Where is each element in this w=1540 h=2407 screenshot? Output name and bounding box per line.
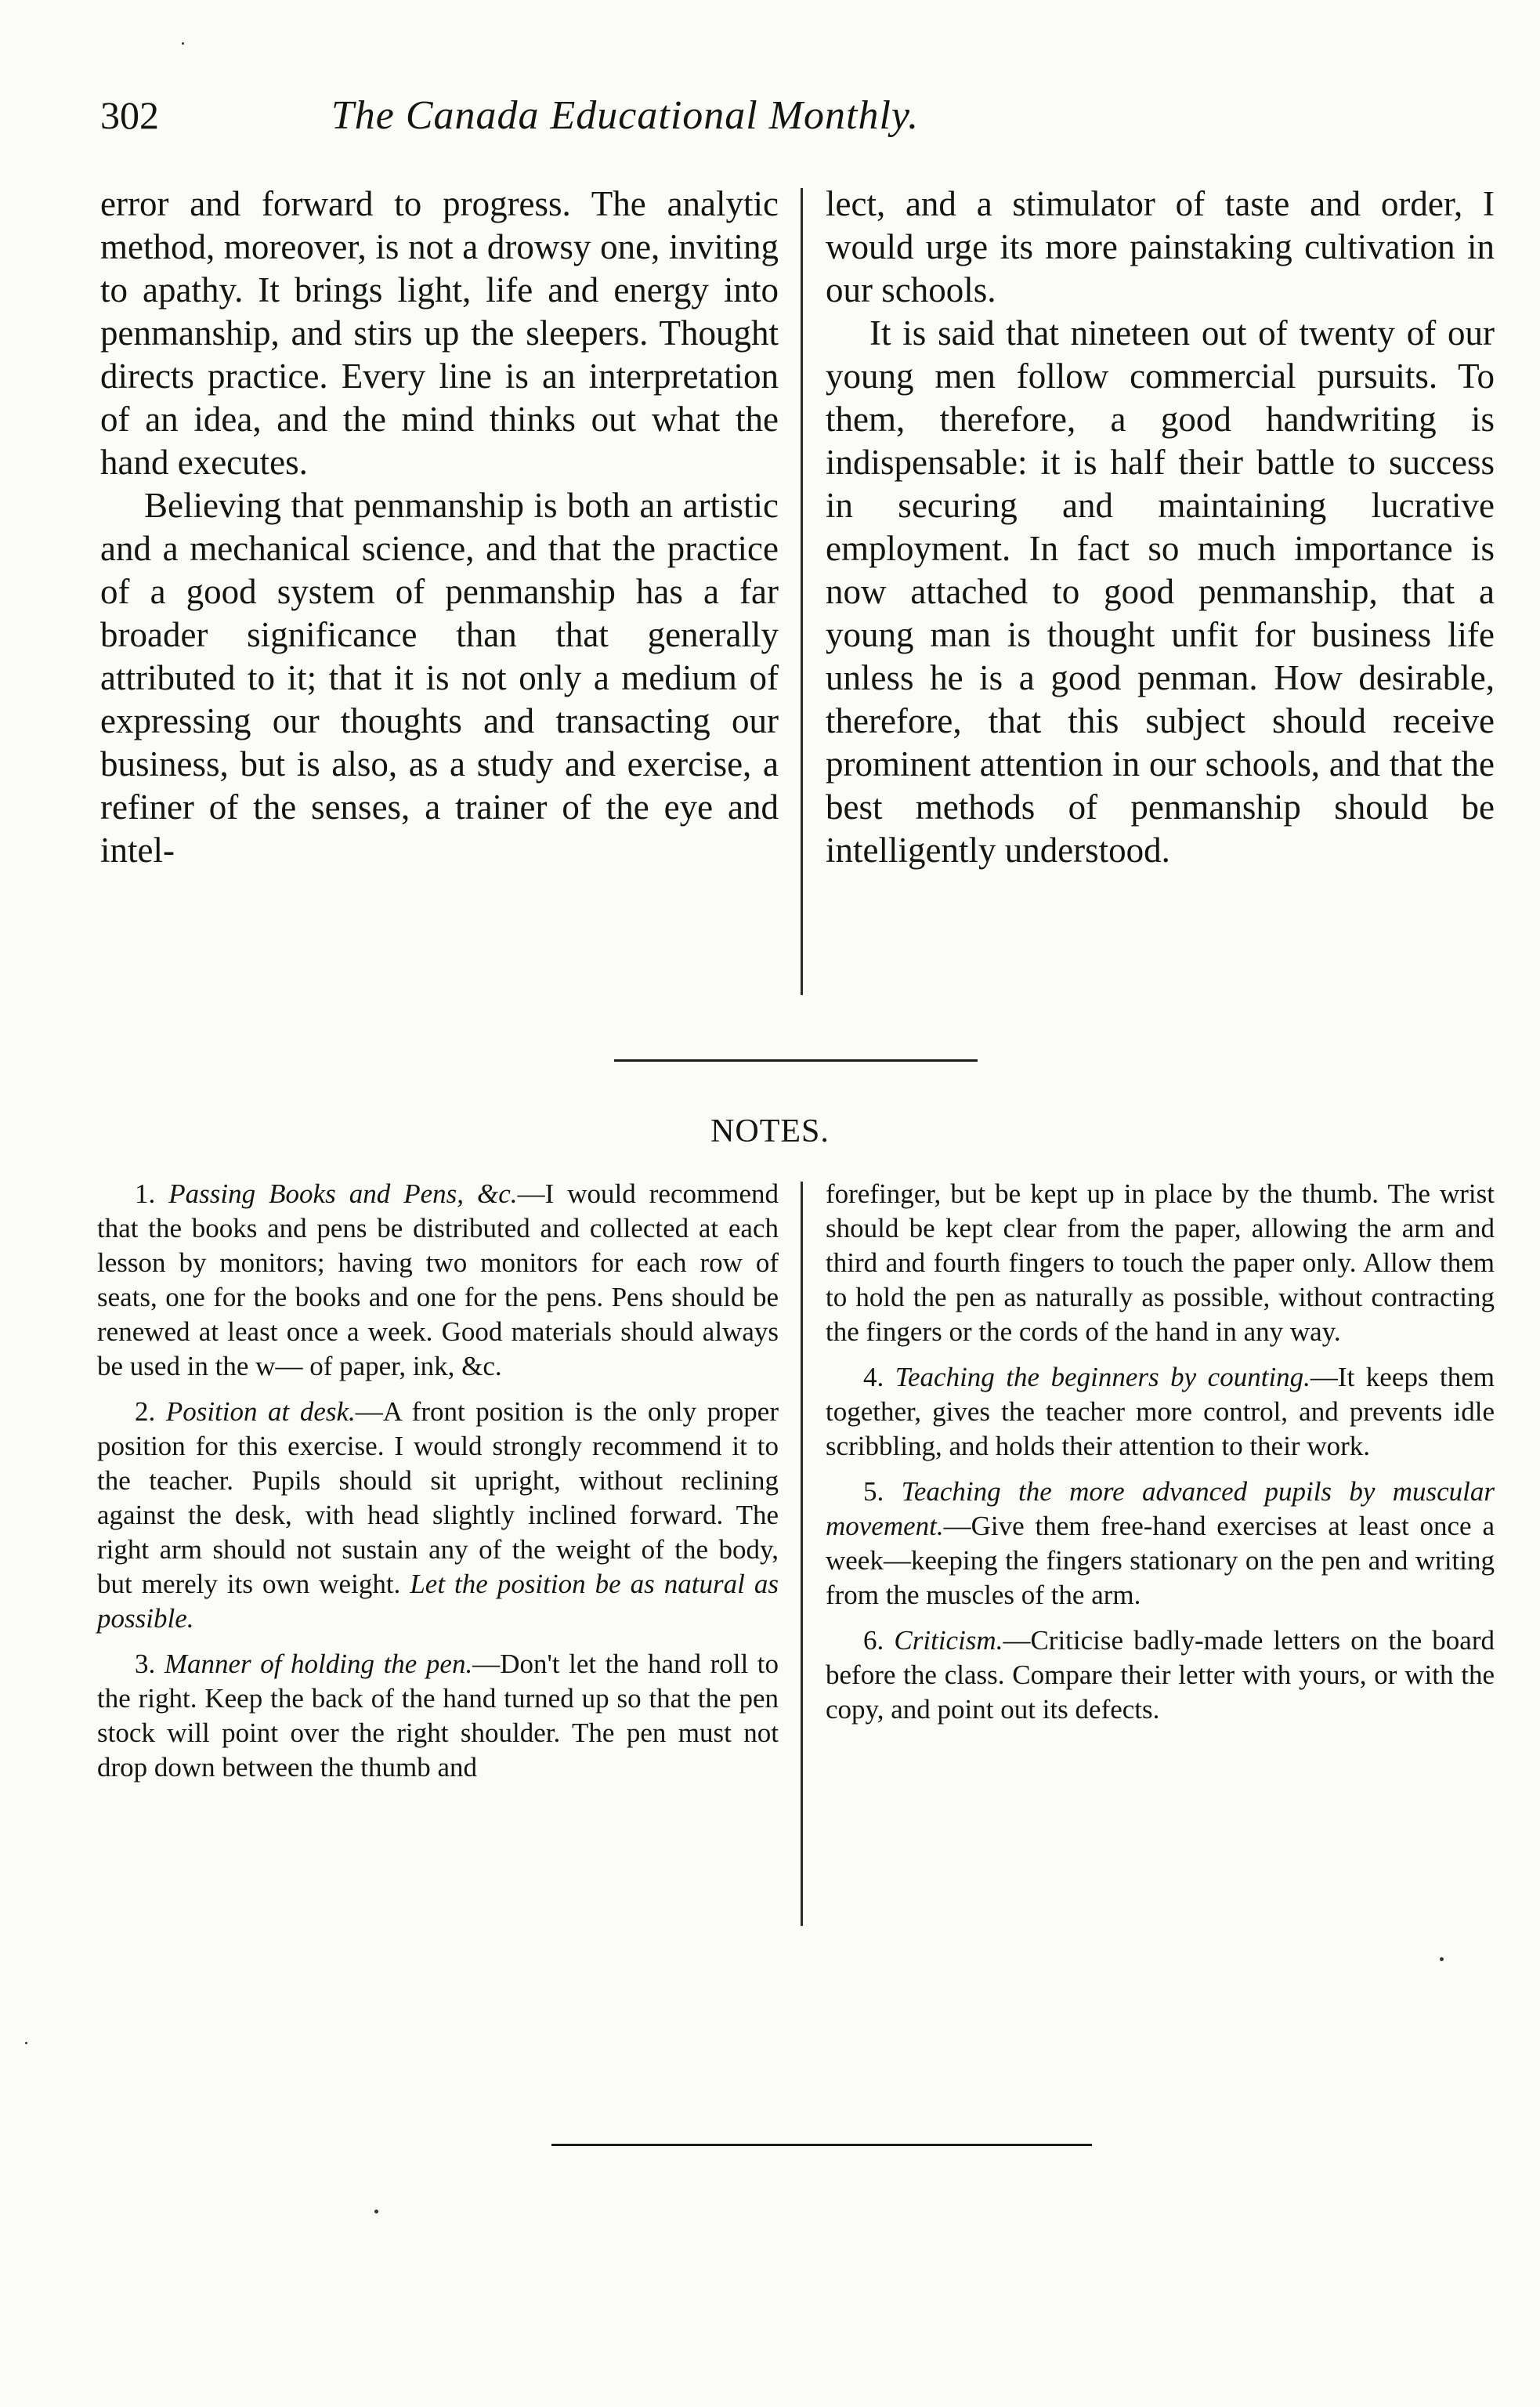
note-title: Passing Books and Pens, &c. [168, 1178, 518, 1209]
note-text: —I would recommend that the books and pens be distributed and collected at each lesson by monitors; having two monitors for each row of seats, one for the books and one for the pens. Pens should be renewed at least once a week. Good materials should always be used in the w— of paper, ink, &c. [97, 1178, 779, 1381]
article-paragraph: Believing that penmanship is both an artistic and a mechanical science, and that the practice of a good system of penmanship has a far broader significance than that generally attributed to it; that it is not only a medium of expressing our thoughts and transacting our business, but is also, as a study and exercise, a refiner of the senses, a trainer of the eye and intel- [100, 486, 779, 870]
note-text: —It keeps them together, gives the teacher more control, and prevents idle scribbling, and holds their attention to their work. [826, 1362, 1495, 1461]
scan-speck [374, 2210, 378, 2213]
column-divider [801, 188, 803, 995]
note-3 [97, 1647, 779, 1785]
article-paragraph: lect, and a stimulator of taste and order, I would urge its more painstaking cultivation in our schools. [826, 184, 1495, 309]
notes-heading: NOTES. [710, 1113, 830, 1149]
note-title: Criticism. [894, 1625, 1003, 1656]
article-column-left [100, 183, 779, 872]
note-title: Teaching the beginners by counting. [895, 1362, 1310, 1392]
note-title: Teaching the more advanced pupils by muscular movement. [826, 1476, 1495, 1541]
article-paragraph: error and forward to progress. The analytic method, moreover, is not a drowsy one, inviting to apathy. It brings light, life and energy into penmanship, and stirs up the sleepers. Thought directs practice. Every line is an interpretation of an idea, and the mind thinks out what the hand executes. [100, 184, 779, 482]
column-divider [801, 1182, 803, 1926]
article-column-right [826, 183, 1495, 872]
notes-column-right [826, 1177, 1495, 1738]
note-title: Position at desk. [165, 1396, 356, 1427]
note-text: —Don't let the hand roll to the right. Keep the back of the hand turned up so that the pen stock will point over the right shoulder. The pen must not drop down between the thumb and [97, 1649, 779, 1783]
note-number: 5. [863, 1476, 884, 1507]
scan-speck [1440, 1957, 1444, 1961]
page-header [100, 92, 1150, 155]
note-5 [826, 1475, 1495, 1613]
note-text: —A front position is the only proper position for this exercise. I would strongly recommend it to the teacher. Pupils should sit upright, without reclining against the desk, with head slightly inclined forward. The right arm should not sustain any of the weight of the body, but merely its own weight. [97, 1396, 779, 1599]
running-title: The Canada Educational Monthly. [331, 93, 920, 138]
page-number: 302 [100, 93, 159, 137]
note-number: 2. [135, 1396, 156, 1427]
article-paragraph: It is said that nineteen out of twenty of our young men follow commercial pursuits. To them, therefore, a good handwriting is indispensable: it is half their battle to success in securing and maintaining lucrative employment. In fact so much importance is now attached to good penmanship, that a young man is thought unfit for business life unless he is a good penman. How desirable, therefore, that this subject should receive prominent attention in our schools, and that the best methods of penmanship should be intelligently understood. [826, 313, 1495, 870]
note-number: 6. [863, 1625, 884, 1656]
note-text: —Criticise badly-made letters on the board before the class. Compare their letter with yours, or with the copy, and point out its defects. [826, 1625, 1495, 1725]
note-2 [97, 1395, 779, 1636]
note-number: 1. [135, 1178, 156, 1209]
note-emphasis: Let the position be as natural as possible. [97, 1569, 779, 1634]
note-title: Manner of holding the pen. [164, 1649, 473, 1679]
note-6 [826, 1623, 1495, 1727]
scan-speck [25, 2042, 27, 2044]
note-4 [826, 1360, 1495, 1464]
section-divider [614, 1059, 978, 1062]
note-1 [97, 1177, 779, 1384]
note-3-continuation: forefinger, but be kept up in place by the thumb. The wrist should be kept clear from the paper, allowing the arm and third and fourth fingers to touch the paper only. Allow them to hold the pen as naturally as possible, without contracting the fingers or the cords of the hand in any way. [826, 1178, 1495, 1347]
note-text: —Give them free-hand exercises at least once a week—keeping the fingers stationary on the pen and writing from the muscles of the arm. [826, 1511, 1495, 1610]
notes-column-left [97, 1177, 779, 1796]
note-number: 3. [135, 1649, 156, 1679]
note-number: 4. [863, 1362, 884, 1392]
scan-speck [182, 42, 184, 45]
page-end-rule [551, 2144, 1092, 2146]
